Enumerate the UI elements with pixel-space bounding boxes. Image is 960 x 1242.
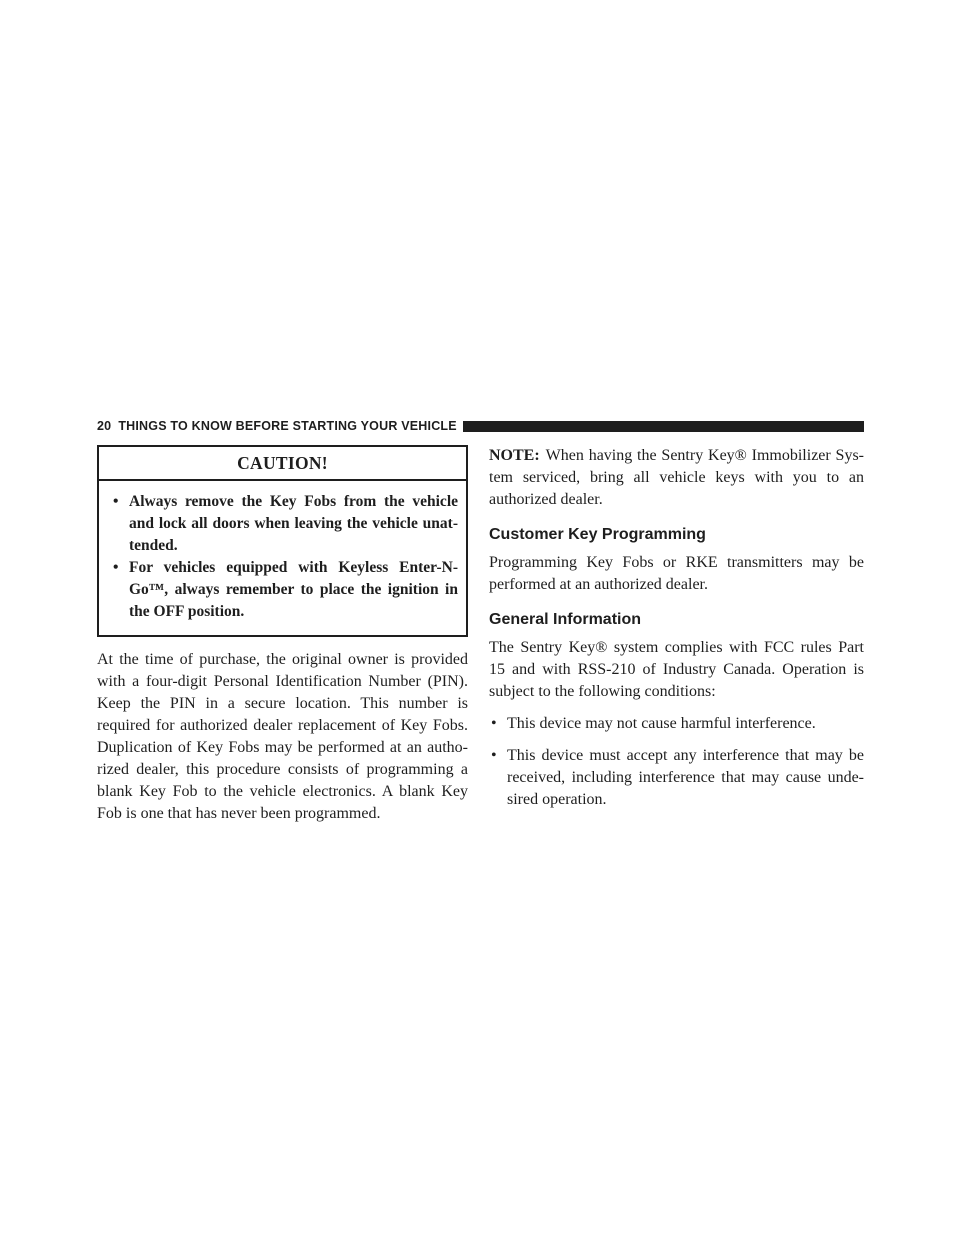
page-header [97,417,864,435]
left-column [97,445,468,825]
right-column [489,445,864,821]
note-text: When having the Sentry Key® Immobilizer Sys-tem serviced, bring all vehicle keys with you to an authorized dealer. [489,447,864,508]
list-item: • This device must accept any interference that may be received, including interference that may cause unde-sired operation. [489,745,864,811]
page-number: 20 [97,419,112,433]
caution-item: • For vehicles equipped with Keyless Enter-N-Go™, always remember to place the ignition in the OFF position. [113,557,458,623]
general-info-heading: General Information [489,611,642,628]
pin-paragraph: At the time of purchase, the original owner is provided with a four-digit Personal Identification Number (PIN). Keep the PIN in a secure location. This number is required for authorized dealer replacement of Key Fobs. Duplication of Key Fobs may be performed at an autho-rized dealer, this procedure consists of programming a blank Key Fob to the vehicle electronics. A blank Key Fob is one that has never been programmed. [97,651,468,822]
customer-key-paragraph: Programming Key Fobs or RKE transmitters may be performed at an authorized dealer. [489,554,864,593]
section-title: THINGS TO KNOW BEFORE STARTING YOUR VEHICLE [118,419,457,433]
caution-title: CAUTION! [99,447,466,481]
header-rule [463,421,864,432]
caution-box [97,445,468,637]
caution-list [99,481,466,635]
conditions-list [489,713,864,811]
list-item: • This device may not cause harmful interference. [489,713,864,735]
caution-item: • Always remove the Key Fobs from the vehicle and lock all doors when leaving the vehicle unat-tended. [113,491,458,557]
general-info-paragraph: The Sentry Key® system complies with FCC rules Part 15 and with RSS-210 of Industry Canada. Operation is subject to the following conditions: [489,639,864,700]
customer-key-heading: Customer Key Programming [489,526,706,543]
note-paragraph [489,445,864,511]
note-label: NOTE: [489,447,540,464]
